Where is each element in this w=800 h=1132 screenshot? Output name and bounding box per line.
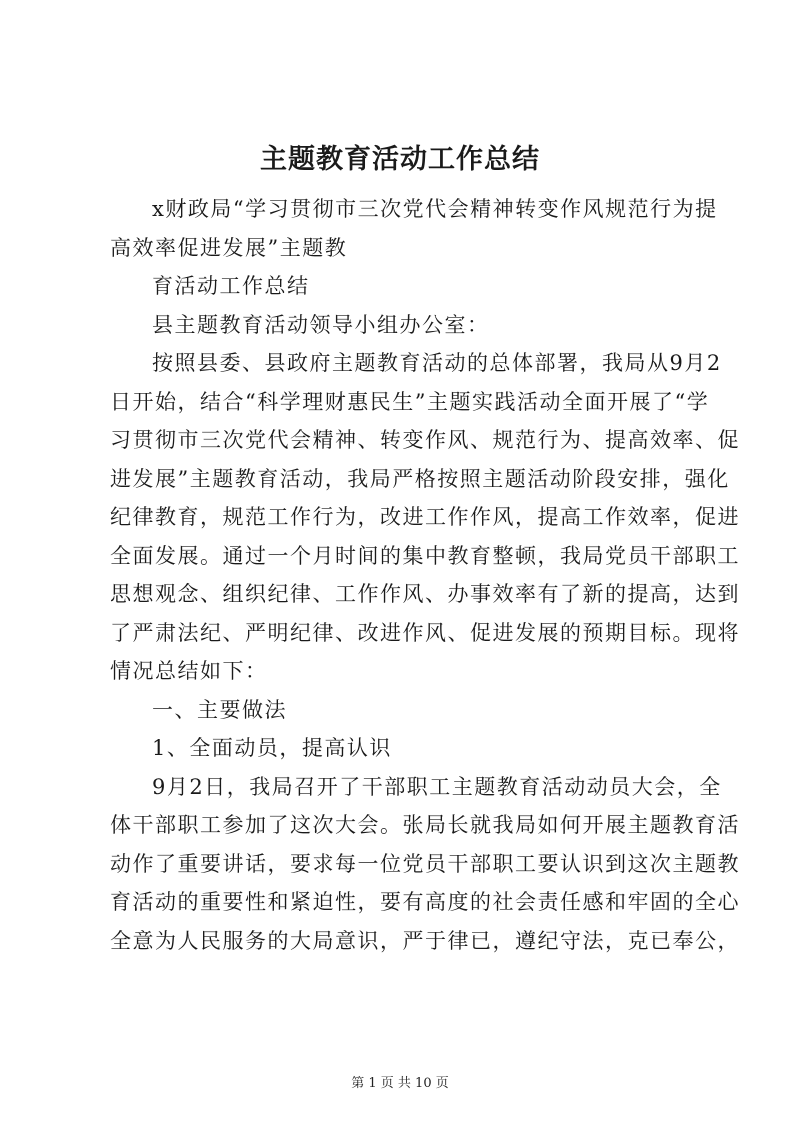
body-line: 县主题教育活动领导小组办公室： [152, 312, 490, 337]
body-line: 了严肃法纪、严明纪律、改进作风、促进发展的预期目标。现将 [110, 620, 740, 645]
body-line: 体干部职工参加了这次大会。张局长就我局如何开展主题教育活 [110, 813, 740, 837]
body-line: 育活动工作总结 [152, 274, 310, 298]
body-line: 高效率促进发展”主题教 [110, 235, 348, 260]
subsection-heading: 1、全面动员，提高认识 [152, 736, 392, 760]
page-number-footer: 第 1 页 共 10 页 [351, 1076, 449, 1091]
body-line: 全意为人民服务的大局意识，严于律已，遵纪守法，克已奉公， [110, 928, 740, 953]
body-line: 情况总结如下： [110, 659, 268, 683]
body-line: 育活动的重要性和紧迫性，要有高度的社会责任感和牢固的全心 [110, 890, 740, 914]
body-line: 纪律教育，规范工作行为，改进工作作风，提高工作效率，促进 [110, 505, 740, 529]
body-line: x财政局“学习贯彻市三次党代会精神转变作风规范行为提 [152, 197, 718, 221]
document-body [110, 190, 740, 960]
body-line: 动作了重要讲话，要求每一位党员干部职工要认识到这次主题教 [110, 851, 740, 876]
body-line: 进发展”主题教育活动，我局严格按照主题活动阶段安排，强化 [110, 466, 730, 491]
body-line: 全面发展。通过一个月时间的集中教育整顿，我局党员干部职工 [110, 543, 740, 568]
body-line: 日开始，结合“科学理财惠民生”主题实践活动全面开展了“学 [110, 389, 710, 414]
body-line: 9月2日，我局召开了干部职工主题教育活动动员大会，全 [152, 774, 722, 799]
body-line: 按照县委、县政府主题教育活动的总体部署，我局从9月2 [152, 351, 722, 375]
document-title: 主题教育活动工作总结 [260, 144, 540, 175]
body-line: 思想观念、组织纪律、工作作风、办事效率有了新的提高，达到 [110, 582, 740, 606]
body-line: 习贯彻市三次党代会精神、转变作风、规范行为、提高效率、促 [110, 428, 740, 452]
section-heading: 一、主要做法 [152, 697, 287, 722]
